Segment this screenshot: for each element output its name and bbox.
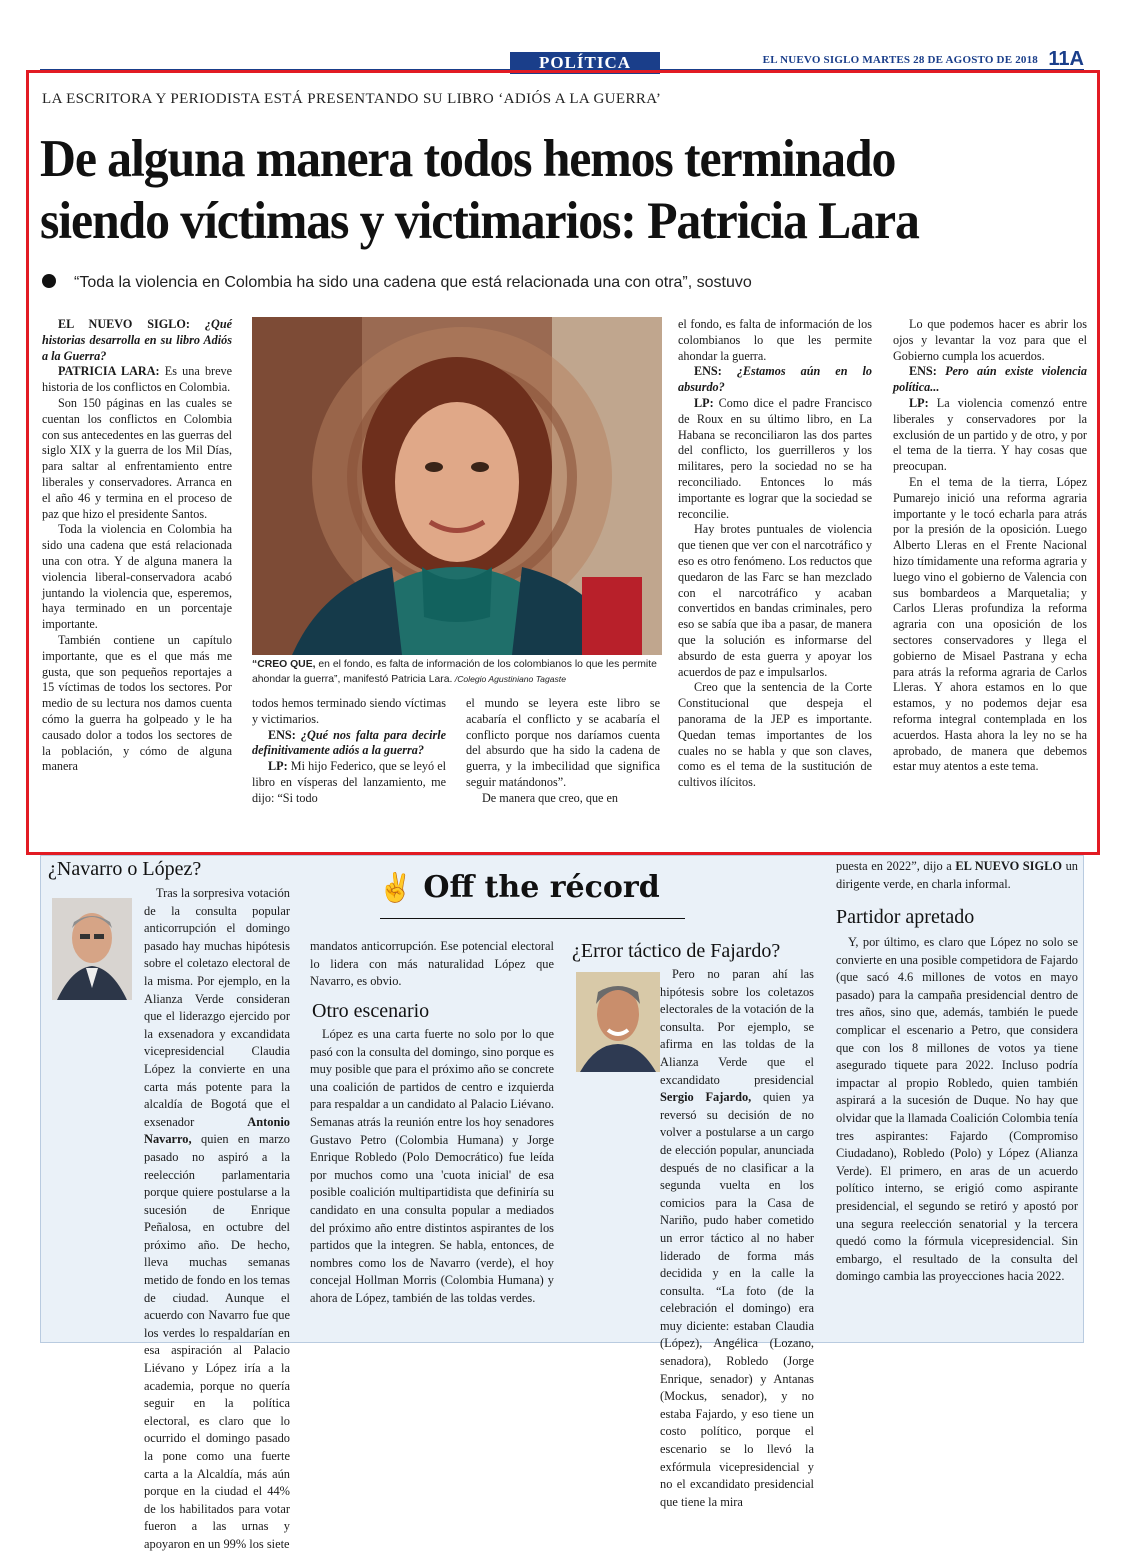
paragraph: Lo que podemos hacer es abrir los ojos y levantar la voz para que el Gobierno cumpla los acuerdos. <box>893 317 1087 363</box>
paragraph: Creo que la sentencia de la Corte Constitucional que despeja el panorama de la JEP es importante. Quedan temas importantes de los cuales no se habla y que son claves, como es el tema de la sustitución de cultivos ilícitos. <box>678 680 872 790</box>
paragraph: También contiene un capítulo importante, que es el que más me gusta, que son pequeños reportajes a 15 víctimas de todos los sectores. Por medio de su lectura nos damos cuenta cómo la guerra ha golpeado y le ha causado dolor a todos los sectores de la población, y cómo de alguna manera <box>42 632 232 774</box>
article-column-1 <box>42 317 232 775</box>
headline-line-2: siendo víctimas y victimarios: Patricia Lara <box>40 192 919 250</box>
article-headline <box>40 128 1018 252</box>
paragraph: el fondo, es falta de información de los colombianos lo que les permite ahondar la guerra. <box>678 317 872 363</box>
paragraph: Toda la violencia en Colombia ha sido una cadena que está relacionada una con otra. Y de alguna manera la violencia liberal-conservadora acabó juntando la violencia que, esperemos, haya terminado en un porcentaje importante. <box>42 522 232 632</box>
navarro-text: Tras la sorpresiva votación de la consulta popular anticorrupción el domingo pasado hay muchas hipótesis sobre el coletazo electoral de la misma. Por ejemplo, en la Alianza Verde consideran que el liderazgo ejercido por la exsenadora y excandidata vicepresidencial Claudia López la convierte en una carta más potente para la alcaldía de Bogotá que el exsenador Antonio Navarro, quien en marzo pasado no aspiró a la reelección parlamentaria porque quiere postularse a la sucesión de Enrique Peñalosa, en octubre del próximo año. De hecho, lleva muchas semanas metido de fondo en los temas de ciudad. Aunque el acuerdo con Navarro fue que los verdes lo respaldarían en esa aspiración al Palacio Liévano y López iría a la academia, porque no quería seguir en la política electoral, es claro que lo ocurrido el domingo pasado la pone como una fuerte carta a la Alcaldía, más aún porque en la ciudad el 44% de los habilitados para votar fueron a las urnas y apoyaron en un 99% los siete <box>144 886 290 1551</box>
fajardo-text: Pero no paran ahí las hipótesis sobre los coletazos electorales de la votación de la consulta. Por ejemplo, se afirma en las toldas de la Alianza Verde que el excandidato presidencial Sergio Fajardo, quien ya reversó su decisión de no volver a postularse a un cargo de elección popular, anunciada después de no clasificar a la segunda vuelta en los comicios para la Casa de Nariño, pudo haber cometido un error táctico al no haber liderado de forma más decidida y en la calle la consulta. “La foto (de la celebración el domingo) era muy diciente: estaban Claudia (López), Angélica (Lozano, senadora), Robledo (Jorge Enrique, senador) y Antanas (Mockus, senador), y no estaba Fajardo, y eso tiene un costo político, porque el escenario se lo llevó la exfórmula vicepresidencial y no el excandidato presidencial que tiene la mira <box>660 967 815 1509</box>
article-lead <box>42 274 1082 292</box>
answer: LP: Mi hijo Federico, que se leyó el libro en vísperas del lanzamiento, me dijo: “Si todo <box>252 759 446 805</box>
paragraph: Hay brotes puntuales de violencia que tienen que ver con el narcotráfico y eso es otro fenómeno. Los reductos que quedaron de las Farc se han mezclado con el narcotráfico y acaban convertidos en bandas criminales, pero eso se sabía que iba a pasar, de manera que la solución es informarse del absurdo de esta guerra y apoyar los acuerdos de paz e impulsarlos. <box>678 522 872 679</box>
lead-text: “Toda la violencia en Colombia ha sido una cadena que está relacionada una con otra”, sostuvo <box>74 274 752 291</box>
issue-date: EL NUEVO SIGLO MARTES 28 DE AGOSTO DE 2018 <box>762 54 1038 66</box>
answer: LP: Como dice el padre Francisco de Roux en su último libro, en La Habana se reconciliaron las dos partes del conflicto, los guerrilleros y los militares, pero la sociedad no se ha reconciliado. Entonces lo más importante es lograr que la sociedad se reconcilie. <box>678 395 873 521</box>
question: EL NUEVO SIGLO: ¿Qué historias desarrolla en su libro Adiós a la Guerra? <box>42 317 233 363</box>
paragraph: Son 150 páginas en las cuales se cuentan los conflictos en Colombia con sus antecedentes en las guerras del siglo XIX y la guerra de los Mil Días, para saltar al enfrentamiento entre liberales y conservadores. Arranca en el año 46 y termina en el proceso de paz que hizo el presidente Santos. <box>42 395 232 521</box>
article-column-4 <box>678 317 872 791</box>
paragraph: todos hemos terminado siendo víctimas y victimarios. <box>252 696 446 726</box>
answer: LP: La violencia comenzó entre liberales y conservadores por la exclusión de un partido y de otro, y por el tema de la tierra. Y hay cosas que preocupan. <box>893 395 1087 474</box>
headline-line-1: De alguna manera todos hemos terminado <box>40 130 896 188</box>
page-header <box>40 50 1084 72</box>
paragraph: el mundo se leyera este libro se acabaría el conflicto y se acabaría el conflicto porque nos daríamos cuenta del absurdo que ha sido la cadena de guerra, y la imbecilidad que significa seguir matándonos”. <box>466 696 660 789</box>
otro-escenario-heading: Otro escenario <box>312 1000 430 1022</box>
middle-text-1: mandatos anticorrupción. Ese potencial electoral lo lidera con más naturalidad López que Navarro, es obvio. <box>310 939 554 989</box>
peace-hand-icon: ✌ <box>378 871 413 904</box>
off-the-record-title: ✌ Off the récord <box>378 870 660 905</box>
middle-text-2: López es una carta fuerte no solo por lo que pasó con la consulta del domingo, sino porque es muy posible que para el próximo año se concrete una coalición de partidos de centro e izquierda para respaldar a un candidato al Palacio Liévano. Semanas atrás la reunión entre los hoy senadores Gustavo Petro (Colombia Humana) y Jorge Enrique Robledo (Polo Democrático) fue leída por muchos como una 'cuota inicial' de esa posible coalición multipartidista que definiría su candidato en una consulta popular a mediados del próximo año entre distintos aspirantes de los partidos que la integren. Se habla, entonces, de nombres como los de Navarro (verde), el hoy concejal Hollman Morris (Colombia Humana) y ahora de López, también de las toldas verdes. <box>310 1027 554 1305</box>
partidor-text-1: puesta en 2022”, dijo a EL NUEVO SIGLO un dirigente verde, en charla informal. <box>836 859 1078 891</box>
paragraph: De manera que creo, que en <box>482 790 619 805</box>
partidor-text-2: Y, por último, es claro que López no solo se convierte en una posible competidora de Fajardo (que sacó 4.6 millones de votos en mayo pasado) para la campaña presidencial dentro de tres años, sino que, además, también le puede complicar el escenario a Petro, que considera que con los 8 millones de votos ya tiene asegurado tiquete para 2022. Incluso podría impactar al propio Robledo, quien también aspirará a la sucesión de Duque. No hay que olvidar que la llamada Coalición Colombia tenía tres aspirantes: Fajardo (Compromiso Ciudadano), Robledo (Polo) y López (Alianza Verde). El primero, en aras de un acuerdo político interno, se erigió como aspirante presidencial, el segundo se retiró y apostó por una segura reelección senatorial y la tercera quedó como la fórmula vicepresidencial. Sin embargo, el resultado de la consulta del domingo cambia las proyecciones hacia 2022. <box>836 935 1078 1284</box>
question: ENS: ¿Estamos aún en lo absurdo? <box>678 364 872 395</box>
article-column-3 <box>466 696 660 807</box>
question: ENS: ¿Qué nos falta para decirle definitivamente adiós a la guerra? <box>252 727 447 758</box>
photo-caption: “CREO QUE, en el fondo, es falta de información de los colombianos lo que les permite ahondar la guerra”, manifestó Patricia Lara. /Colegio Agustiniano Tagaste <box>252 659 657 685</box>
section-label: POLÍTICA <box>510 52 660 74</box>
fajardo-heading: ¿Error táctico de Fajardo? <box>572 940 781 962</box>
article-kicker: LA ESCRITORA Y PERIODISTA ESTÁ PRESENTANDO SU LIBRO ‘ADIÓS A LA GUERRA’ <box>42 91 662 107</box>
title-rule <box>380 918 685 919</box>
portrait-photo <box>252 317 662 655</box>
partidor-heading: Partidor apretado <box>836 906 975 928</box>
bullet-icon <box>42 274 56 288</box>
answer: PATRICIA LARA: Es una breve historia de los conflictos en Colombia. <box>42 364 233 395</box>
paragraph: En el tema de la tierra, López Pumarejo inició una reforma agraria importante y le tocó echarla para atrás por la presión de la oposición. Luego Alberto Lleras en el Frente Nacional hizo tímidamente una reforma agraria y luego vino el gobierno de Valencia con sus bombardeos a Marquetalia; y Carlos Lleras profundiza la reforma agraria con una oposición de los sectores conservadores y llega el gobierno de Misael Pastrana y echa para atrás la reforma agraria de Carlos Lleras. Y ahora estamos en lo que estamos, y no podemos dejar esa reforma integral contemplada en los acuerdos. Hasta ahora la ley no se ha aprobado, de manera que debemos estar muy atentos a este tema. <box>893 474 1087 774</box>
article-column-2 <box>252 696 446 807</box>
navarro-heading: ¿Navarro o López? <box>48 858 202 880</box>
page-number: 11A <box>1048 48 1084 70</box>
article-column-5 <box>893 317 1087 775</box>
question: ENS: Pero aún existe violencia política... <box>893 364 1088 395</box>
